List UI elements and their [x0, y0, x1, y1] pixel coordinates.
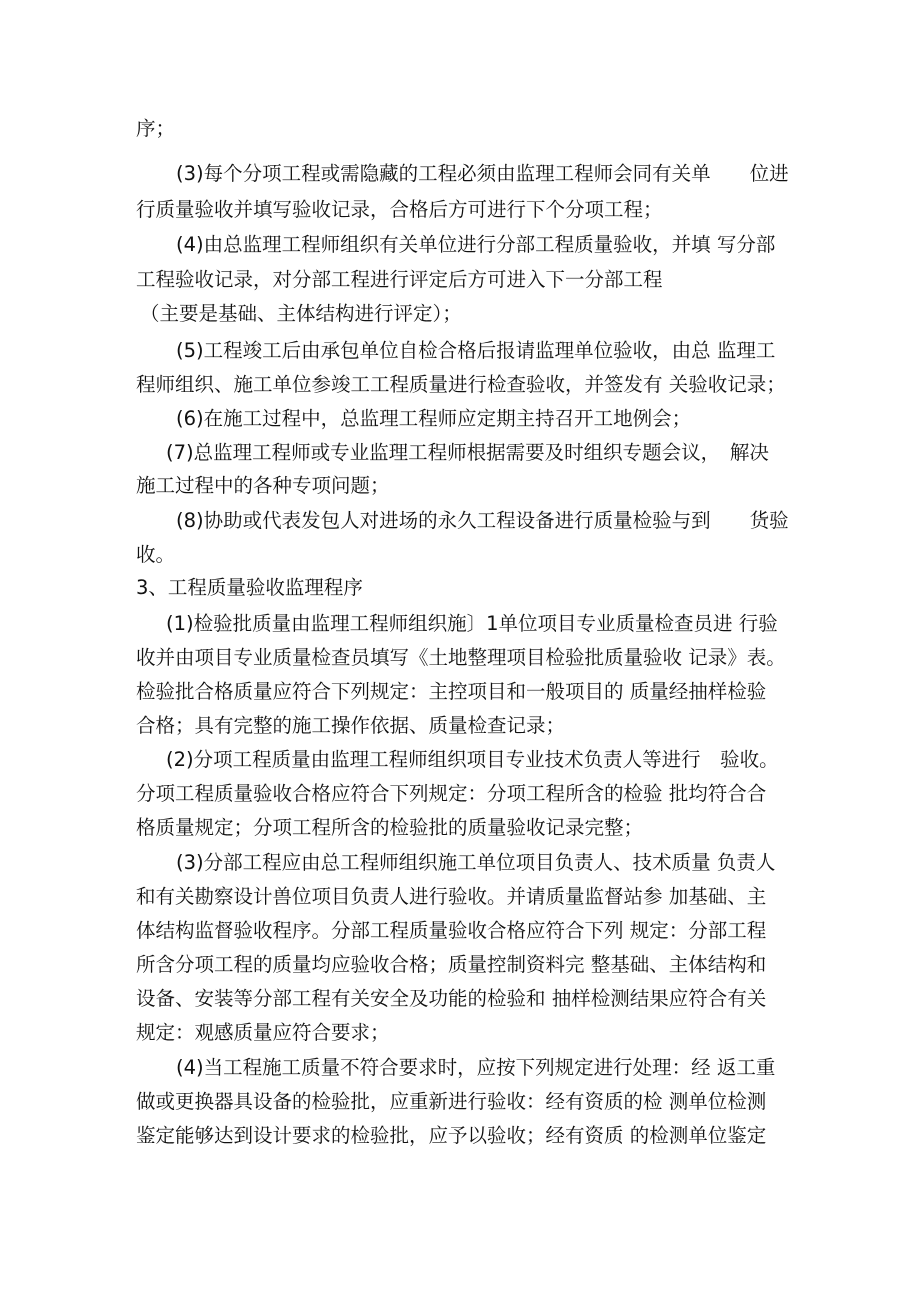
- text-line: (3)分部工程应由总工程师组织施工单位项目负责人、技术质量 负责人: [176, 851, 776, 874]
- text-line: (3)每个分项工程或需隐藏的工程必须由监理工程师会同有关单 位进: [176, 162, 789, 185]
- text-line: 规定：观感质量应符合要求；: [136, 1021, 390, 1044]
- text-line: (2)分项工程质量由监理工程师组织项目专业技术负责人等进行 验收。: [166, 748, 779, 771]
- text-line: 设备、安装等分部工程有关安全及功能的检验和 抽样检测结果应符合有关: [136, 987, 767, 1010]
- section-heading: 3、工程质量验收监理程序: [136, 576, 363, 599]
- text-line: 工程验收记录，对分部工程进行评定后方可进入下一分部工程: [136, 268, 663, 291]
- text-line: 施工过程中的各种专项问题；: [136, 474, 390, 497]
- text-line: 合格；具有完整的施工操作依据、质量检查记录；: [136, 714, 566, 737]
- text-line: 程师组织、施工单位参竣工工程质量进行检查验收，并签发有 关验收记录；: [136, 373, 786, 396]
- text-line: 所含分项工程的质量均应验收合格；质量控制资料完 整基础、主体结构和: [136, 953, 767, 976]
- text-line: 做或更换器具设备的检验批，应重新进行验收：经有资质的检 测单位检测: [136, 1090, 767, 1113]
- text-line: 鉴定能够达到设计要求的检验批，应予以验收；经有资质 的检测单位鉴定: [136, 1124, 767, 1147]
- text-line: (4)当工程施工质量不符合要求时，应按下列规定进行处理：经 返工重: [176, 1056, 776, 1079]
- text-line: 收并由项目专业质量检查员填写《土地整理项目检验批质量验收 记录》表。: [136, 646, 786, 669]
- text-line: （主要是基础、主体结构进行评定）；: [140, 302, 462, 325]
- text-line: 体结构监督验收程序。分部工程质量验收合格应符合下列 规定：分部工程: [136, 919, 767, 942]
- text-line: (8)协助或代表发包人对进场的永久工程设备进行质量检验与到 货验: [176, 509, 789, 532]
- text-line: (6)在施工过程中，总监理工程师应定期主持召开工地例会；: [176, 407, 692, 430]
- text-line: 分项工程质量验收合格应符合下列规定：分项工程所含的检验 批均符合合: [136, 782, 767, 805]
- text-line: 序；: [136, 117, 176, 140]
- text-line: 和有关勘察设计兽位项目负责人进行验收。并请质量监督站参 加基础、主: [136, 885, 767, 908]
- text-line: (4)由总监理工程师组织有关单位进行分部工程质量验收，并填 写分部: [176, 233, 776, 256]
- text-line: (7)总监理工程师或专业监理工程师根据需要及时组织专题会议， 解决: [166, 441, 769, 464]
- text-line: 格质量规定；分项工程所含的检验批的质量验收记录完整；: [136, 816, 644, 839]
- text-line: (5)工程竣工后由承包单位自检合格后报请监理单位验收，由总 监理工: [176, 339, 776, 362]
- text-line: 行质量验收并填写验收记录，合格后方可进行下个分项工程；: [136, 198, 663, 221]
- text-line: 检验批合格质量应符合下列规定：主控项目和一般项目的 质量经抽样检验: [136, 680, 767, 703]
- text-line: 收。: [136, 543, 176, 566]
- text-line: (1)检验批质量由监理工程师组织施〕1单位项目专业质量检查员进 行验: [166, 612, 778, 635]
